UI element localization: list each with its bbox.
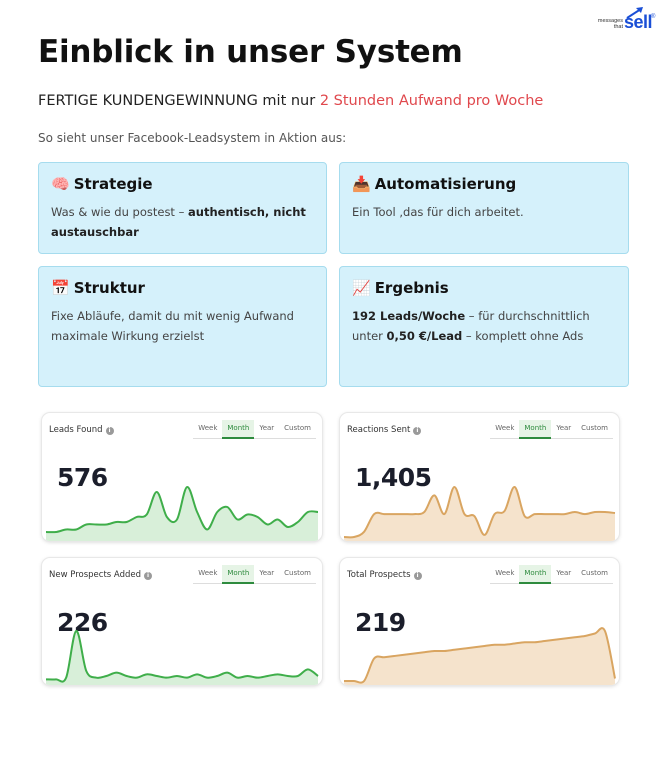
widget-title-text: Reactions Sent	[347, 425, 411, 435]
card-title	[51, 279, 314, 297]
widget-value: 576	[57, 463, 108, 492]
info-icon[interactable]: i	[106, 427, 114, 435]
widget-title	[347, 425, 421, 435]
info-icon[interactable]: i	[413, 427, 421, 435]
sparkline-area	[46, 487, 318, 541]
tab-week[interactable]: Week	[495, 424, 515, 432]
brand-logo	[593, 8, 659, 38]
tab-week[interactable]: Week	[198, 424, 218, 432]
card-text: Fixe Abläufe, damit du mit wenig Aufwand maximale Wirkung erzielst	[51, 309, 294, 343]
prospects-added-sparkline	[42, 625, 322, 685]
info-icon[interactable]: i	[144, 572, 152, 580]
widget-value: 219	[355, 608, 406, 637]
intro-text: So sieht unser Facebook-Leadsystem in Aktion aus:	[38, 131, 347, 145]
subtitle-highlight: 2 Stunden Aufwand pro Woche	[319, 93, 544, 109]
card-text	[352, 306, 616, 346]
info-icon[interactable]: i	[414, 572, 422, 580]
widget-reactions-sent	[340, 413, 619, 541]
tab-month[interactable]: Month	[222, 565, 254, 584]
tab-month[interactable]: Month	[519, 420, 551, 439]
tab-custom[interactable]: Custom	[284, 424, 311, 432]
card-title	[51, 175, 314, 193]
tab-year[interactable]: Year	[259, 569, 275, 577]
card-title-text: Strategie	[73, 175, 153, 193]
widget-title-text: New Prospects Added	[49, 570, 141, 580]
logo-registered: ®	[651, 14, 656, 20]
widget-leads-found	[42, 413, 322, 541]
page-subtitle	[38, 93, 543, 109]
tab-month[interactable]: Month	[519, 565, 551, 584]
card-automatisierung	[339, 162, 629, 254]
page-title: Einblick in unser System	[38, 34, 463, 70]
card-text: Ein Tool ,das für dich arbeitet.	[352, 205, 524, 219]
tab-week[interactable]: Week	[198, 569, 218, 577]
tab-month[interactable]: Month	[222, 420, 254, 439]
widget-title	[49, 570, 152, 580]
card-text-plain: Was & wie du postest –	[51, 205, 189, 219]
widget-value: 1,405	[355, 463, 432, 492]
widget-title-text: Leads Found	[49, 425, 103, 435]
inbox-icon: 📥	[352, 175, 371, 193]
card-title-text: Ergebnis	[374, 279, 449, 297]
sparkline-line	[46, 631, 318, 682]
period-tabs	[193, 565, 316, 584]
logo-main-text: sell	[624, 12, 653, 32]
leads-sparkline	[42, 481, 322, 541]
brain-icon: 🧠	[51, 175, 70, 193]
result-leads: 192 Leads/Woche	[352, 309, 466, 323]
card-title	[352, 279, 616, 297]
period-tabs	[490, 565, 613, 584]
tab-custom[interactable]: Custom	[581, 569, 608, 577]
card-struktur	[38, 266, 327, 387]
calendar-icon: 📅	[51, 279, 70, 297]
subtitle-main: FERTIGE KUNDENGEWINNUNG mit nur	[38, 93, 320, 109]
tab-custom[interactable]: Custom	[284, 569, 311, 577]
logo-small-text: messages that	[597, 18, 623, 30]
widget-title	[347, 570, 422, 580]
result-text-1: – für durchschnittlich unter	[352, 309, 590, 343]
tab-year[interactable]: Year	[259, 424, 275, 432]
result-cost: 0,50 €/Lead	[386, 329, 463, 343]
chart-up-icon: 📈	[352, 279, 371, 297]
card-text-bold: authentisch, nicht austauschbar	[51, 205, 306, 239]
card-text	[51, 202, 314, 242]
widget-value: 226	[57, 608, 108, 637]
reactions-sparkline	[340, 481, 619, 541]
widget-title-text: Total Prospects	[347, 570, 411, 580]
card-title-text: Automatisierung	[374, 175, 517, 193]
widget-total-prospects	[340, 558, 619, 685]
widget-title	[49, 425, 114, 435]
tab-week[interactable]: Week	[495, 569, 515, 577]
card-title-text: Struktur	[73, 279, 145, 297]
period-tabs	[193, 420, 316, 439]
tab-custom[interactable]: Custom	[581, 424, 608, 432]
tab-year[interactable]: Year	[556, 569, 572, 577]
total-prospects-sparkline	[340, 625, 619, 685]
card-title	[352, 175, 616, 193]
card-ergebnis	[339, 266, 629, 387]
widget-new-prospects-added	[42, 558, 322, 685]
tab-year[interactable]: Year	[556, 424, 572, 432]
period-tabs	[490, 420, 613, 439]
card-strategie	[38, 162, 327, 254]
result-text-2: – komplett ohne Ads	[462, 329, 584, 343]
